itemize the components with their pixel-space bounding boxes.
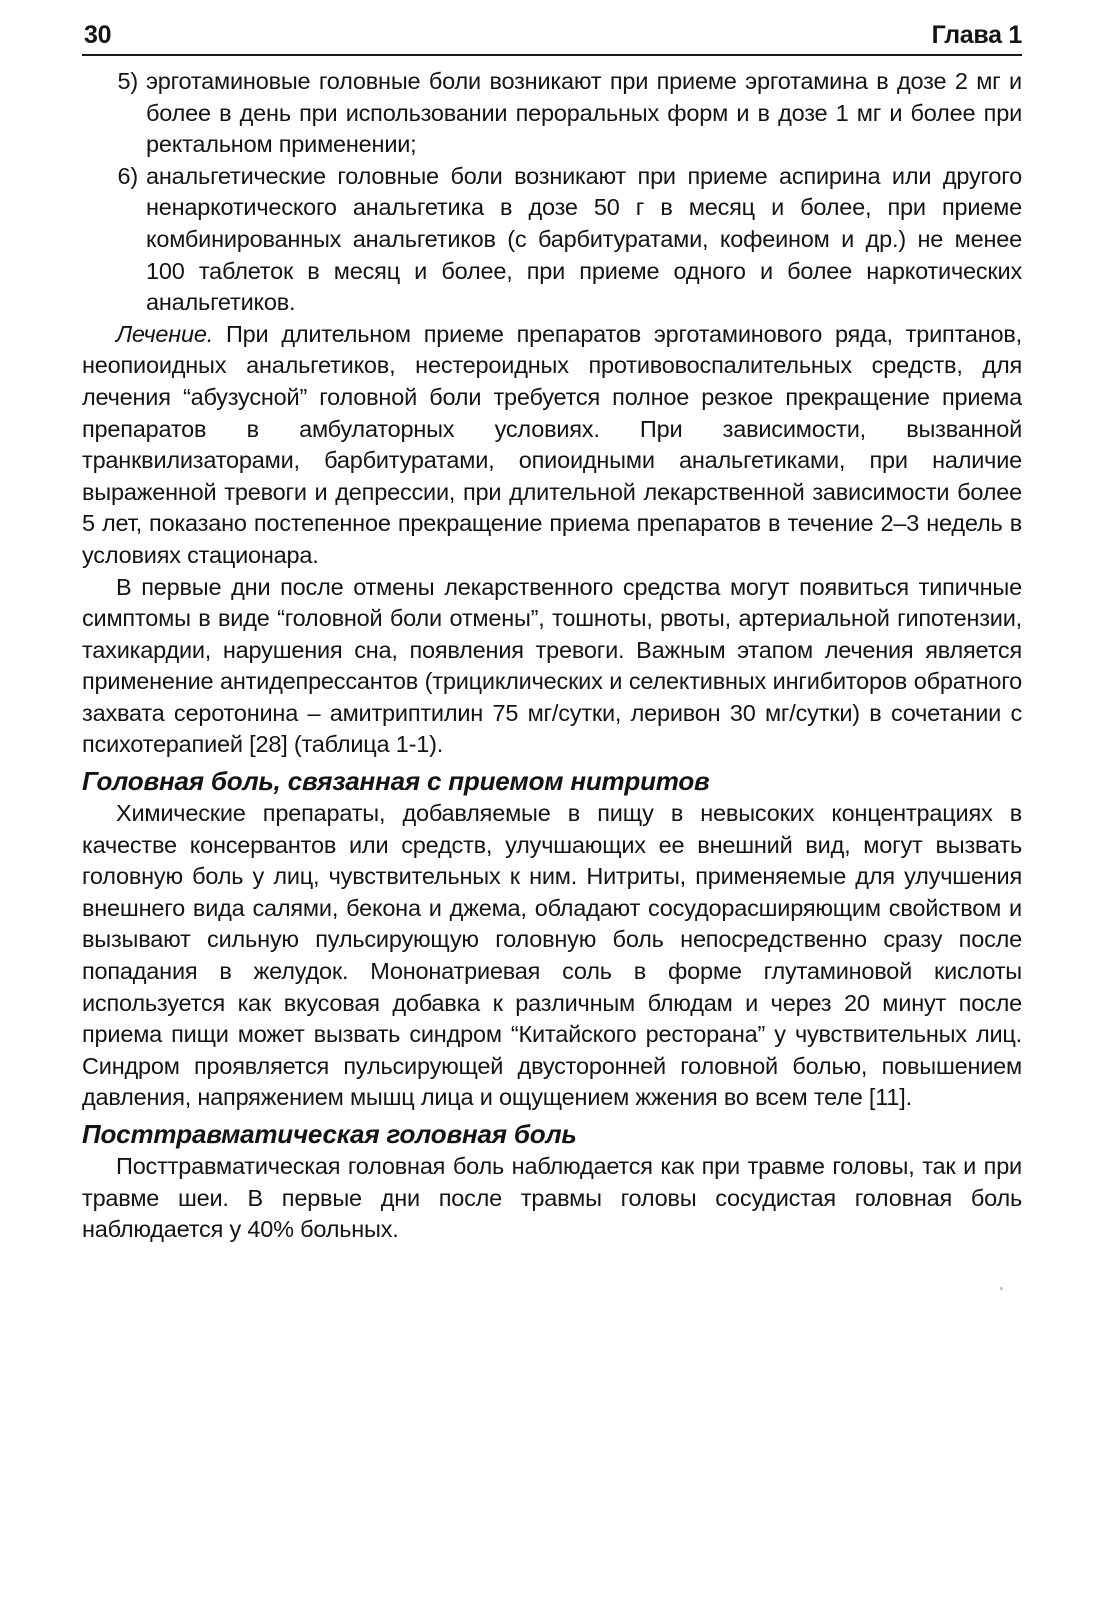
nitrites-paragraph: Химические препараты, добавляемые в пищу в невысоких концентрациях в качестве консервантов или средств, улучшающих ее внешний вид, могут вызвать головную боль у лиц, чувствительных к ним. Нитриты, применяемые для улучшения внешнего вида салями, бекона и джема, обладают сосудорасширяющим свойством и вызывают сильную пульсирующую головную боль непосредственно сразу после попадания в желудок. Мононатриевая соль в форме глутаминовой кислоты используется как вкусовая добавка к различным блюдам и через 20 минут после приема пищи может вызвать синдром “Китайского ресторана” у чувствительных лиц. Синдром проявляется пульсирующей двусторонней головной болью, повышением давления, напряжением мышц лица и ощущением жжения во всем теле [11]. — [82, 800, 1022, 1111]
book-page — [82, 20, 1022, 1246]
section-heading-posttraumatic: Посттравматическая головная боль — [82, 1119, 577, 1149]
withdrawal-paragraph: В первые дни после отмены лекарственного средства могут появиться типичные симптомы в виде “головной боли отмены”, тошноты, рвоты, артериальной гипотензии, тахикардии, нарушения сна, появления тревоги. Важным этапом лечения является применение антидепрессантов (трициклических и селективных ингибиторов обратного захвата серотонина – амитриптилин 75 мг/сутки, леривон 30 мг/сутки) в сочетании с психотерапией [28] (таблица 1-1). — [82, 573, 1022, 758]
list-item-text: эрготаминовые головные боли возникают при приеме эрготамина в дозе 2 мг и более в день при использовании пероральных форм и в дозе 1 мг и более при ректальном применении; — [146, 68, 1022, 158]
list-item-text: анальгетические головные боли возникают при приеме аспирина или другого ненаркотического анальгетика в дозе 50 г в месяц и более, при приеме комбинированных анальгетиков (с барбитуратами, кофеином и др.) не менее 100 таблеток в месяц и более, при приеме одного и более наркотических анальгетиков. — [146, 162, 1022, 316]
posttraumatic-paragraph: Посттравматическая головная боль наблюдается как при травме головы, так и при травме шеи. В первые дни после травмы головы сосудистая головная боль наблюдается у 40% больных. — [82, 1153, 1022, 1243]
list-marker: 5) — [117, 68, 138, 94]
list-item-5 — [82, 66, 1022, 161]
treatment-paragraph — [82, 319, 1022, 572]
list-item-6 — [82, 161, 1022, 319]
treatment-text: При длительном приеме препаратов эрготаминового ряда, триптанов, неопиоидных анальгетиков, нестероидных противовоспалительных средств, для лечения “абузусной” головной боли требуется полное резкое прекращение приема препаратов в амбулаторных условиях. При зависимости, вызванной транквилизаторами, барбитуратами, опиоидными анальгетиками, при наличие выраженной тревоги и депрессии, при длительной лекарственной зависимости более 5 лет, показано постепенное прекращение приема препаратов в течение 2–3 недель в условиях стационара. — [82, 320, 1022, 568]
page-content — [82, 66, 1022, 1246]
running-header — [82, 20, 1022, 56]
list-marker: 6) — [117, 162, 138, 189]
page-number: 30 — [84, 21, 112, 49]
scan-speck — [1000, 1287, 1003, 1290]
treatment-lead: Лечение. — [116, 320, 214, 347]
chapter-title: Глава 1 — [931, 21, 1022, 49]
section-heading-nitrites: Головная боль, связанная с приемом нитритов — [82, 766, 710, 797]
